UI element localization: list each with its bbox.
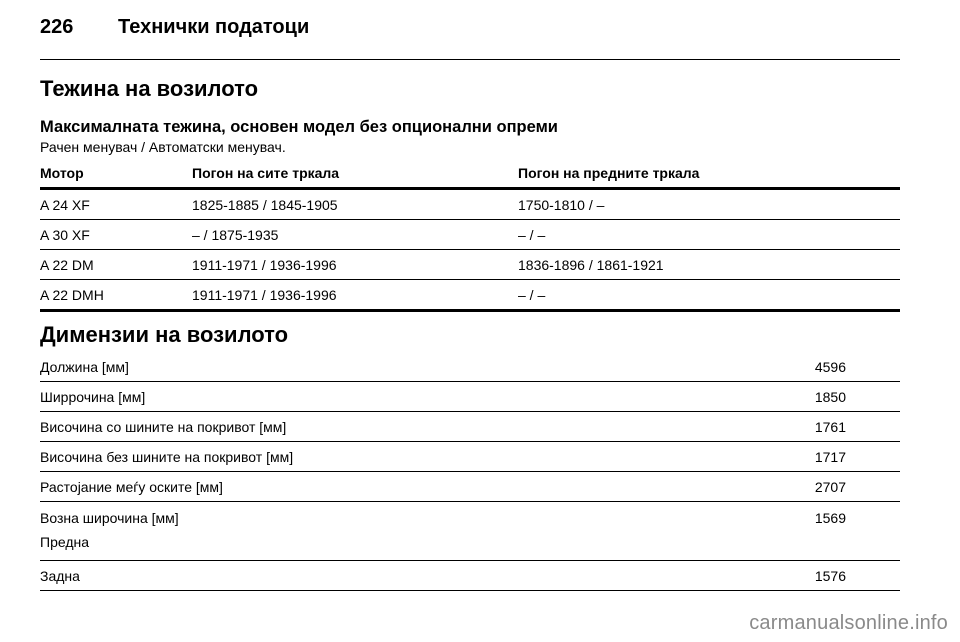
dimension-label-group <box>40 502 683 561</box>
fwd-weight-cell: – / – <box>518 220 900 250</box>
fwd-weight-cell: – / – <box>518 280 900 311</box>
column-header-awd: Погон на сите тркала <box>192 158 518 189</box>
table-row <box>40 352 900 382</box>
table-row <box>40 412 900 442</box>
dimension-label: Растојание меѓу оските [мм] <box>40 472 683 502</box>
dimension-label: Должина [мм] <box>40 352 683 382</box>
table-row <box>40 189 900 220</box>
dimension-value: 1576 <box>683 561 900 591</box>
awd-weight-cell: – / 1875-1935 <box>192 220 518 250</box>
table-row <box>40 220 900 250</box>
column-header-engine: Мотор <box>40 158 192 189</box>
table-row <box>40 250 900 280</box>
awd-weight-cell: 1911-1971 / 1936-1996 <box>192 280 518 311</box>
awd-weight-cell: 1911-1971 / 1936-1996 <box>192 250 518 280</box>
weight-table-header <box>40 158 900 189</box>
dimension-value: 1761 <box>683 412 900 442</box>
dimension-label: Ширрочина [мм] <box>40 382 683 412</box>
engine-cell: A 30 XF <box>40 220 192 250</box>
dimension-label: Задна <box>40 561 683 591</box>
table-row <box>40 280 900 311</box>
table-row <box>40 561 900 591</box>
dimension-value: 1569 <box>683 502 900 561</box>
dimension-value: 4596 <box>683 352 900 382</box>
dimensions-section-title: Димензии на возилото <box>40 322 289 347</box>
weight-section-title: Тежина на возилото <box>40 76 259 101</box>
dimension-value: 2707 <box>683 472 900 502</box>
dimension-value: 1717 <box>683 442 900 472</box>
fwd-weight-cell: 1750-1810 / – <box>518 189 900 220</box>
dimension-sublabel: Предна <box>40 534 90 550</box>
dimension-label: Возна широчина [мм] <box>40 510 179 526</box>
weight-table <box>40 158 900 312</box>
transmission-note: Рачен менувач / Автоматски менувач. <box>40 139 286 155</box>
dimension-label: Височина без шините на покривот [мм] <box>40 442 683 472</box>
table-row <box>40 442 900 472</box>
engine-cell: A 24 XF <box>40 189 192 220</box>
awd-weight-cell: 1825-1885 / 1845-1905 <box>192 189 518 220</box>
table-row <box>40 382 900 412</box>
table-row <box>40 472 900 502</box>
section-title: Технички податоци <box>118 16 310 38</box>
engine-cell: A 22 DMH <box>40 280 192 311</box>
page-header <box>40 16 900 39</box>
header-divider <box>40 59 900 60</box>
watermark: carmanualsonline.info <box>749 612 948 634</box>
engine-cell: A 22 DM <box>40 250 192 280</box>
column-header-fwd: Погон на предните тркала <box>518 158 900 189</box>
dimensions-table <box>40 352 900 591</box>
page-number: 226 <box>40 16 74 38</box>
dimension-label: Височина со шините на покривот [мм] <box>40 412 683 442</box>
weight-section-subtitle: Максималната тежина, основен модел без опционални опреми <box>40 118 558 136</box>
table-row <box>40 502 900 561</box>
dimension-value: 1850 <box>683 382 900 412</box>
fwd-weight-cell: 1836-1896 / 1861-1921 <box>518 250 900 280</box>
